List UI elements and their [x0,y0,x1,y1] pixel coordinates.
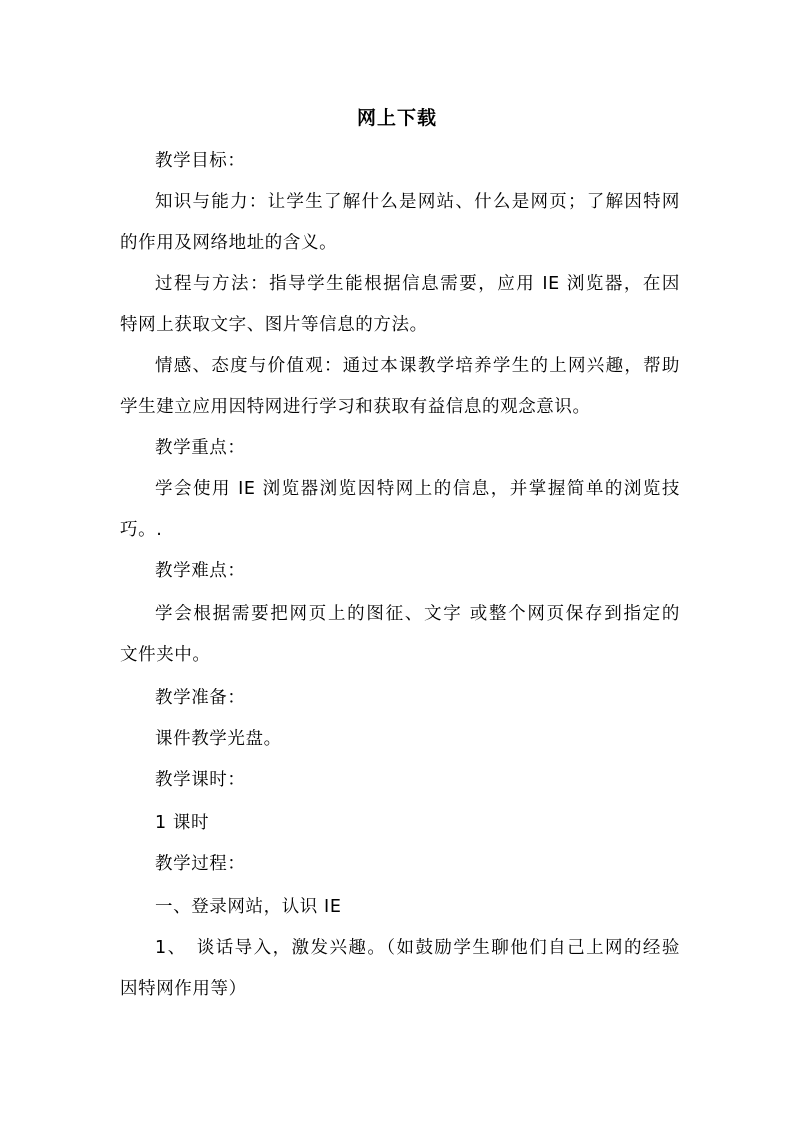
paragraph-line: 学会根据需要把网页上的图征、文字 或整个网页保存到指定的 [155,604,680,624]
paragraph-line: 的作用及网络地址的含义。 [120,233,338,253]
paragraph-line: 1 课时 [155,813,210,833]
section-heading-difficulties: 教学难点： [155,561,246,581]
paragraph-line: 学生建立应用因特网进行学习和获取有益信息的观念意识。 [120,397,591,417]
paragraph-line: 文件夹中。 [120,645,211,665]
paragraph-line: 情感、态度与价值观：通过本课教学培养学生的上网兴趣，帮助 [155,356,680,376]
section-heading-process: 教学过程： [155,854,246,874]
section-heading-key-points: 教学重点： [155,438,246,458]
paragraph-line: 特网上获取文字、图片等信息的方法。 [120,315,428,335]
paragraph-line: 学会使用 IE 浏览器浏览因特网上的信息，并掌握简单的浏览技 [155,479,680,499]
paragraph-line: 1、 谈话导入，激发兴趣。（如鼓励学生聊他们自己上网的经验 [155,938,680,958]
paragraph-line: 课件教学光盘。 [155,729,282,749]
section-heading-preparation: 教学准备： [155,688,246,708]
section-heading-objectives: 教学目标： [155,151,246,171]
paragraph-line: 因特网作用等） [120,979,247,999]
section-heading-class-hours: 教学课时： [155,770,246,790]
paragraph-line: 巧。. [120,520,163,540]
subsection-heading: 一、登录网站，认识 IE [155,897,342,917]
paragraph-line: 过程与方法：指导学生能根据信息需要，应用 IE 浏览器，在因 [155,274,680,294]
document-title: 网上下载 [356,107,437,129]
paragraph-line: 知识与能力：让学生了解什么是网站、什么是网页；了解因特网 [155,192,680,212]
